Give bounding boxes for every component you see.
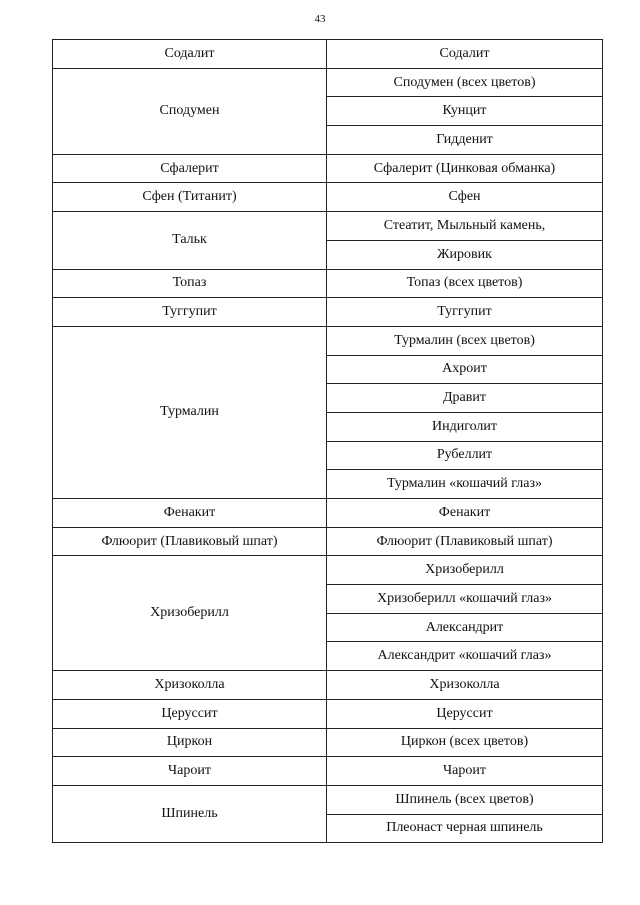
gem-name-cell: Топаз (всех цветов) xyxy=(327,269,603,298)
table-row xyxy=(53,326,603,355)
mineral-cell: Сподумен xyxy=(53,68,327,154)
mineral-cell: Фенакит xyxy=(53,499,327,528)
mineral-cell: Чароит xyxy=(53,757,327,786)
gem-name-cell: Индиголит xyxy=(327,412,603,441)
gem-name-cell: Сфен xyxy=(327,183,603,212)
mineral-cell: Тальк xyxy=(53,212,327,269)
mineral-cell: Хризоколла xyxy=(53,671,327,700)
page-number: 43 xyxy=(314,13,326,25)
gem-name-cell: Дравит xyxy=(327,384,603,413)
mineral-cell: Сфалерит xyxy=(53,154,327,183)
gem-name-cell: Турмалин (всех цветов) xyxy=(327,326,603,355)
table-row xyxy=(53,68,603,97)
gem-name-cell: Турмалин «кошачий глаз» xyxy=(327,470,603,499)
mineral-cell: Содалит xyxy=(53,40,327,69)
gem-name-cell: Циркон (всех цветов) xyxy=(327,728,603,757)
gem-name-cell: Флюорит (Плавиковый шпат) xyxy=(327,527,603,556)
gem-name-cell: Шпинель (всех цветов) xyxy=(327,785,603,814)
table-row xyxy=(53,154,603,183)
gem-name-cell: Ахроит xyxy=(327,355,603,384)
table-row xyxy=(53,757,603,786)
mineral-cell: Сфен (Титанит) xyxy=(53,183,327,212)
gem-name-cell: Кунцит xyxy=(327,97,603,126)
mineral-cell: Церуссит xyxy=(53,699,327,728)
gem-name-cell: Сфалерит (Цинковая обманка) xyxy=(327,154,603,183)
table-row xyxy=(53,269,603,298)
gem-name-cell: Рубеллит xyxy=(327,441,603,470)
table-row xyxy=(53,499,603,528)
gem-name-cell: Сподумен (всех цветов) xyxy=(327,68,603,97)
mineral-cell: Флюорит (Плавиковый шпат) xyxy=(53,527,327,556)
gemstone-table-body xyxy=(53,40,603,843)
gem-name-cell: Туггупит xyxy=(327,298,603,327)
table-row xyxy=(53,785,603,814)
gem-name-cell: Чароит xyxy=(327,757,603,786)
gem-name-cell: Фенакит xyxy=(327,499,603,528)
table-row xyxy=(53,212,603,241)
table-row xyxy=(53,40,603,69)
table-row xyxy=(53,527,603,556)
mineral-cell: Шпинель xyxy=(53,785,327,842)
mineral-cell: Топаз xyxy=(53,269,327,298)
gem-name-cell: Хризоберилл xyxy=(327,556,603,585)
mineral-cell: Турмалин xyxy=(53,326,327,498)
gem-name-cell: Александрит xyxy=(327,613,603,642)
gem-name-cell: Стеатит, Мыльный камень, xyxy=(327,212,603,241)
table-row xyxy=(53,556,603,585)
gem-name-cell: Плеонаст черная шпинель xyxy=(327,814,603,843)
table-row xyxy=(53,728,603,757)
table-row xyxy=(53,699,603,728)
table-row xyxy=(53,183,603,212)
gemstone-table xyxy=(52,39,603,843)
mineral-cell: Туггупит xyxy=(53,298,327,327)
gem-name-cell: Хризоколла xyxy=(327,671,603,700)
gem-name-cell: Хризоберилл «кошачий глаз» xyxy=(327,585,603,614)
gem-name-cell: Церуссит xyxy=(327,699,603,728)
gem-name-cell: Жировик xyxy=(327,240,603,269)
gem-name-cell: Содалит xyxy=(327,40,603,69)
gem-name-cell: Гидденит xyxy=(327,126,603,155)
mineral-cell: Хризоберилл xyxy=(53,556,327,671)
table-row xyxy=(53,671,603,700)
gem-name-cell: Александрит «кошачий глаз» xyxy=(327,642,603,671)
mineral-cell: Циркон xyxy=(53,728,327,757)
table-row xyxy=(53,298,603,327)
